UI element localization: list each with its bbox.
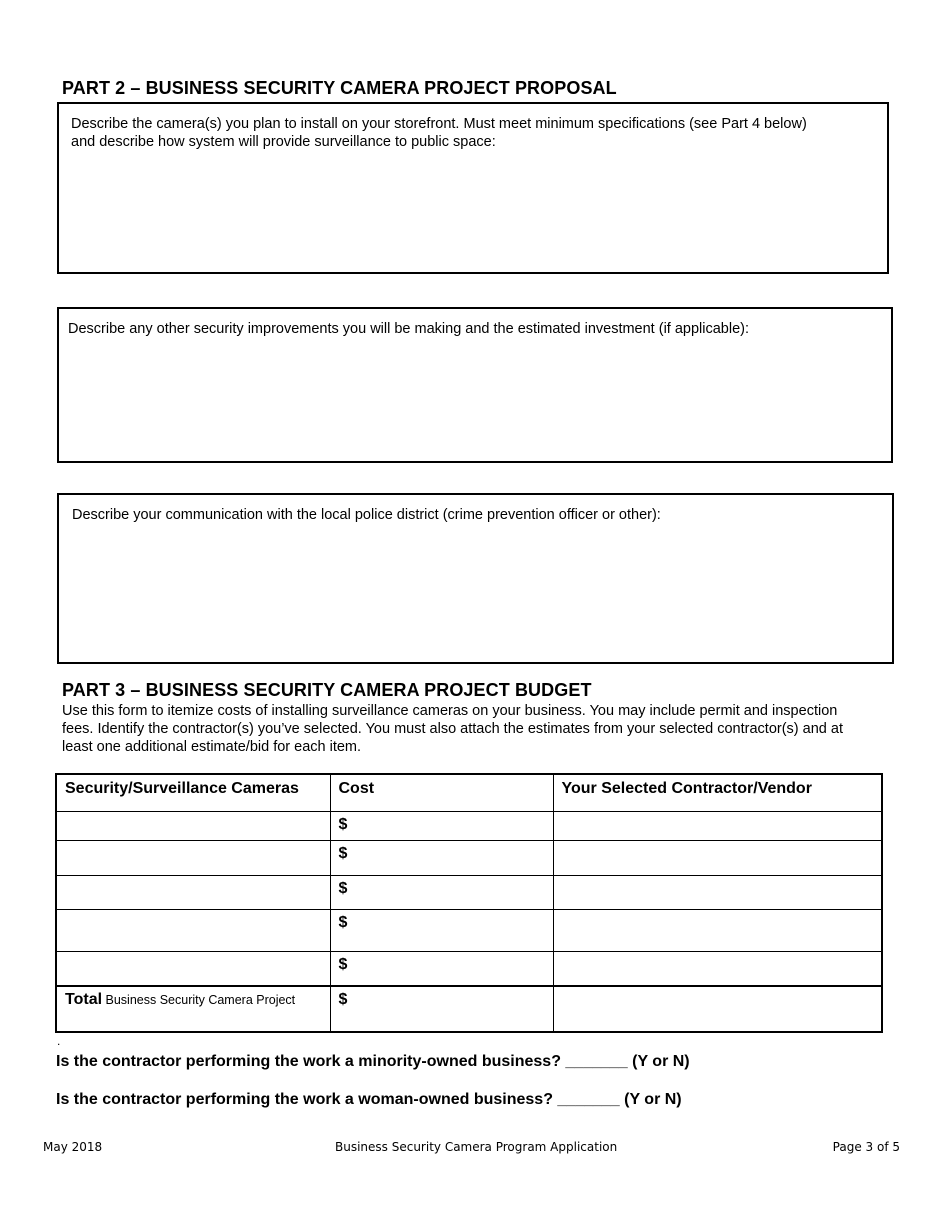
- other-improvements-field[interactable]: [67, 347, 883, 453]
- dollar-sign: $: [338, 844, 348, 862]
- other-improvements-prompt: Describe any other security improvements you will be making and the estimated investment (if applicable):: [68, 321, 750, 337]
- part3-heading: PART 3 – BUSINESS SECURITY CAMERA PROJECT BUDGET: [62, 680, 592, 700]
- cameras-description-field[interactable]: [67, 158, 879, 264]
- police-communication-prompt: Describe your communication with the local police district (crime prevention officer or other):: [72, 507, 661, 523]
- other-improvements-box: [57, 307, 893, 463]
- woman-owned-question: Is the contractor performing the work a woman-owned business? _______ (Y or N): [56, 1091, 682, 1108]
- camera-item-cell[interactable]: [56, 811, 330, 840]
- police-communication-field[interactable]: [67, 533, 884, 654]
- total-label: Total: [65, 991, 103, 1008]
- total-label-detail: Business Security Camera Project: [102, 993, 296, 1007]
- police-communication-box: [57, 493, 894, 664]
- budget-row: [56, 909, 882, 951]
- part2-heading: PART 2 – BUSINESS SECURITY CAMERA PROJECT PROPOSAL: [62, 78, 617, 98]
- contractor-cell[interactable]: [553, 875, 882, 909]
- cost-cell[interactable]: [330, 909, 553, 951]
- cameras-description-box: [57, 102, 889, 274]
- budget-row: [56, 840, 882, 875]
- camera-item-cell[interactable]: [56, 909, 330, 951]
- cameras-description-prompt: Describe the camera(s) you plan to install on your storefront. Must meet minimum specifications (see Part 4 below) and describe how system will provide surveillance to public space:: [71, 116, 807, 150]
- budget-row: [56, 811, 882, 840]
- dollar-sign: $: [338, 991, 348, 1008]
- budget-row: [56, 875, 882, 909]
- cost-cell[interactable]: [330, 811, 553, 840]
- camera-item-cell[interactable]: [56, 840, 330, 875]
- cost-cell[interactable]: [330, 840, 553, 875]
- header-cost: Cost: [330, 774, 553, 811]
- cost-cell[interactable]: [330, 951, 553, 986]
- minority-owned-question: Is the contractor performing the work a minority-owned business? _______ (Y or N): [56, 1053, 690, 1070]
- contractor-cell[interactable]: [553, 909, 882, 951]
- stray-mark: .: [57, 1034, 61, 1048]
- footer-page-number: Page 3 of 5: [832, 1140, 900, 1154]
- cost-cell[interactable]: [330, 875, 553, 909]
- part3-intro: Use this form to itemize costs of installing surveillance cameras on your business. You may include permit and inspection fees. Identify the contractor(s) you’ve selected. You must also attach the estimates from your selected contractor(s) and at least one additional estimate/bid for each item.: [62, 703, 843, 755]
- budget-total-row: [56, 986, 882, 1032]
- total-cost-cell[interactable]: [330, 986, 553, 1032]
- dollar-sign: $: [338, 913, 348, 931]
- total-contractor-cell[interactable]: [553, 986, 882, 1032]
- contractor-cell[interactable]: [553, 811, 882, 840]
- budget-row: [56, 951, 882, 986]
- header-contractor: Your Selected Contractor/Vendor: [553, 774, 882, 811]
- header-cameras: Security/Surveillance Cameras: [56, 774, 330, 811]
- dollar-sign: $: [338, 879, 348, 897]
- footer-title: Business Security Camera Program Application: [335, 1140, 618, 1154]
- total-label-cell: [56, 986, 330, 1032]
- contractor-cell[interactable]: [553, 951, 882, 986]
- camera-item-cell[interactable]: [56, 875, 330, 909]
- camera-item-cell[interactable]: [56, 951, 330, 986]
- contractor-cell[interactable]: [553, 840, 882, 875]
- footer-date: May 2018: [43, 1140, 103, 1154]
- dollar-sign: $: [338, 955, 348, 973]
- budget-table: [55, 773, 883, 1033]
- budget-header-row: [56, 774, 882, 811]
- dollar-sign: $: [338, 815, 348, 833]
